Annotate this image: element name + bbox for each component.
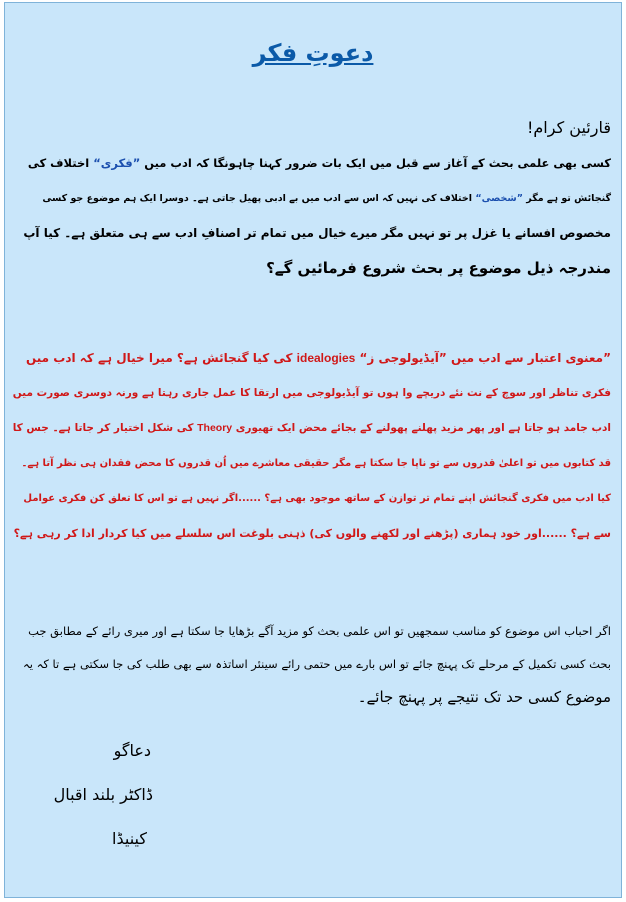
closing-line-3: موضوع کسی حد تک نتیجے پر پہنچ جائے۔ [357,688,611,706]
signature-greeting: دعاگو [113,741,151,760]
question-line-5: کیا ادب میں فکری گنجائش اپنے تمام تر توازن کے ساتھ موجود بھی ہے؟ ......اگر نہیں ہے تو اس کا تعلق کن فکری عوامل [23,493,611,504]
intro-paragraph [13,146,611,286]
shakhsi-highlight: ”شخصی“ [475,193,523,204]
intro-line-2-part-a: گنجائش تو ہے مگر [522,193,611,204]
salutation [11,111,611,145]
question-line-3-part-b: کی شکل اختیار کر جاتا ہے۔ جس کا [12,422,198,434]
intro-line-2 [13,181,611,216]
question-paragraph [13,341,611,551]
intro-line-1-part-a: کسی بھی علمی بحث کے آغاز سے قبل میں ایک بات ضرور کہنا چاہونگا کہ ادب میں [140,156,611,170]
question-line-4: قد کتابوں میں تو اعلیٰ قدروں سے تو ناپا جا سکتا ہے مگر حقیقی معاشرے میں اُن قدروں کا محض فقدان ہی نظر آتا ہے۔ [21,458,611,469]
intro-line-4: مندرجہ ذیل موضوع پر بحث شروع فرمائیں گے؟ [266,259,611,277]
closing-line-2: بحث کسی تکمیل کے مرحلے تک پہنچ جائے تو اس بارے میں حتمی رائے سینئر اساتذہ سے بھی طلب کی جا سکتی ہے تا کہ یہ [23,657,611,671]
closing-paragraph [13,615,611,714]
salutation-text: قارئین کرام! [526,118,611,137]
signature-location: کینیڈا [112,829,147,848]
closing-line-1: اگر احباب اس موضوع کو مناسب سمجھیں تو اس علمی بحث کو مزید آگے بڑھایا جا سکتا ہے اور میری رائے کے مطابق جب [28,624,611,638]
intro-line-1-part-b: اختلاف کی [27,156,94,170]
signature-name: ڈاکٹر بلند اقبال [53,785,153,804]
intro-line-1 [13,146,611,181]
document-page [4,2,622,898]
page-title: دعوتِ فکر [252,39,374,67]
question-line-3-part-a: ادب جامد ہو جاتا ہے اور پھر مزید پھلنے پھولنے کے بجائے محض ایک تھیوری [232,422,611,434]
question-line-2: فکری تناظر اور سوچ کے نت نئے دریچے وا ہوں تو آیڈیولوجی میں ارتقا کا عمل جاری رہتا ہے ورنہ دوسری صورت میں [12,387,611,399]
theory-word: Theory [197,422,233,434]
fikri-highlight: ”فکری“ [93,156,141,170]
question-line-6: سے ہے؟ ......اور خود ہماری (پڑھنے اور لکھنے والوں کی) ذہنی بلوغت اس سلسلے میں کیا کردار ادا کر رہی ہے؟ [13,527,611,540]
question-line-1 [13,341,611,376]
question-line-1-part-a: ”معنوی اعتبار سے ادب میں ”آیڈیولوجی ز“ [355,351,611,365]
question-line-1-part-b: کی کیا گنجائش ہے؟ میرا خیال ہے کہ ادب میں [25,351,297,365]
intro-line-2-part-b: اختلاف کی نہیں کہ اس سے ادب میں بے ادبی پھیل جاتی ہے۔ دوسرا ایک ہم موضوع جو کسی [42,193,476,204]
intro-line-3: مخصوص افسانے یا غزل پر تو نہیں مگر میرے خیال میں تمام تر اصنافِ ادب سے ہی متعلق ہے۔ کیا آپ [23,226,611,240]
question-line-3 [13,411,611,446]
idealogies-word: idealogies [296,351,356,365]
